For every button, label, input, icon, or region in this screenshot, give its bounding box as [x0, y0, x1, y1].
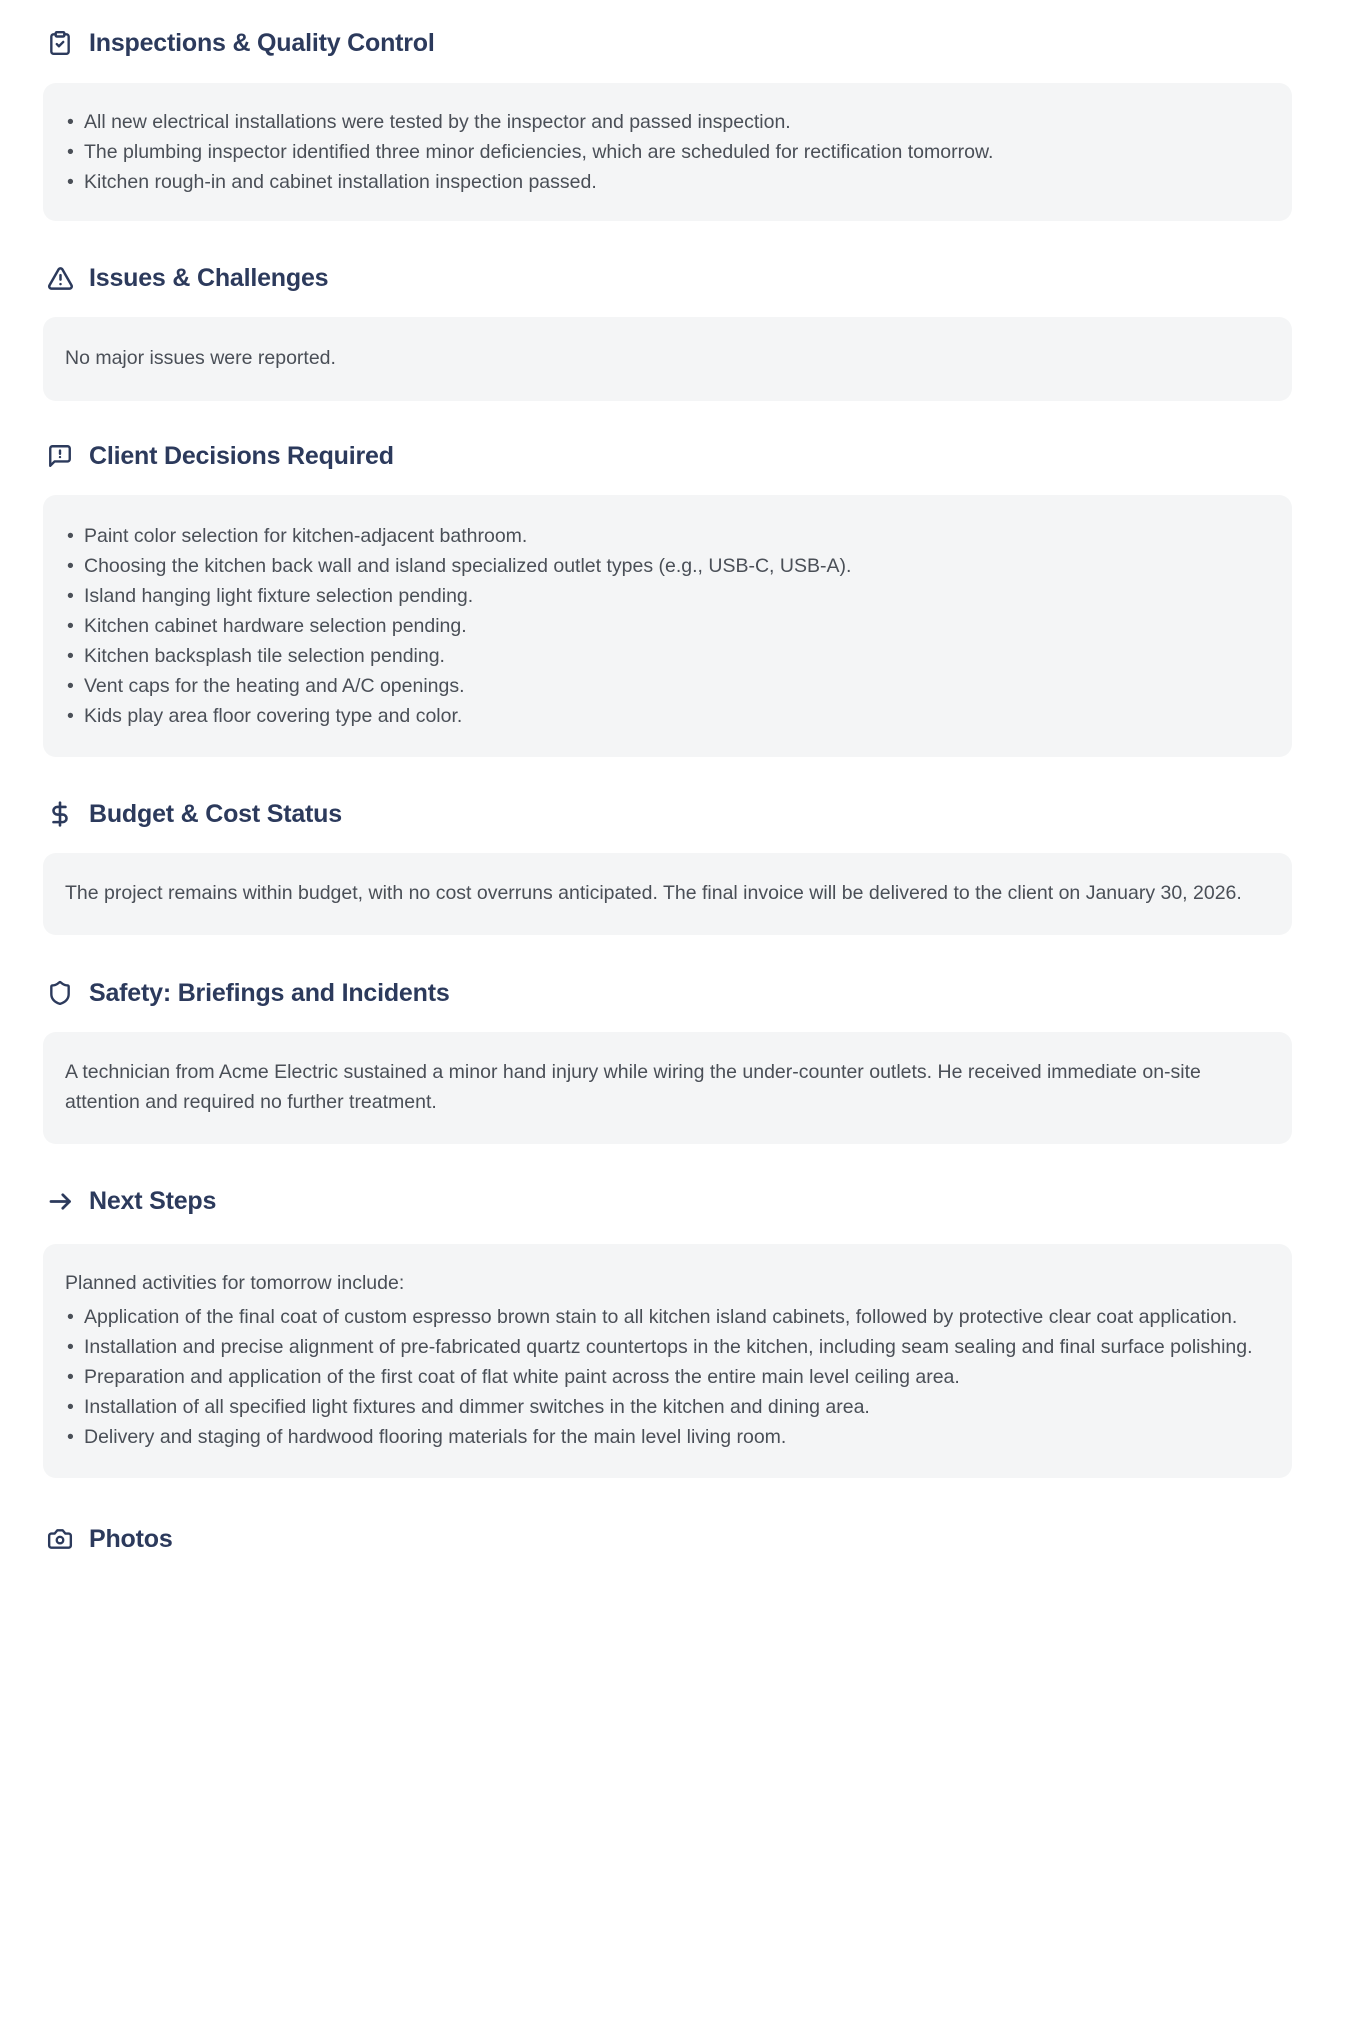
- list-item: • Kitchen backsplash tile selection pending.: [65, 641, 1268, 671]
- section-header-budget: [43, 757, 1292, 829]
- section-title-issues: Issues & Challenges: [89, 264, 329, 293]
- list-item: • Preparation and application of the first coat of flat white paint across the entire main level ceiling area.: [65, 1362, 1268, 1392]
- list-item: • Paint color selection for kitchen-adjacent bathroom.: [65, 521, 1268, 551]
- list-item: • The plumbing inspector identified three minor deficiencies, which are scheduled for rectification tomorrow.: [65, 137, 1268, 167]
- card-issues: [43, 317, 1292, 401]
- list-item: • Delivery and staging of hardwood flooring materials for the main level living room.: [65, 1422, 1268, 1452]
- issues-text: No major issues were reported.: [65, 347, 336, 370]
- section-photos: [43, 1478, 1292, 1554]
- section-issues: [43, 221, 1292, 401]
- card-safety: [43, 1032, 1292, 1144]
- client-decisions-list: [65, 521, 1268, 731]
- card-client-decisions: [43, 495, 1292, 757]
- list-item: • Vent caps for the heating and A/C openings.: [65, 671, 1268, 701]
- budget-text: The project remains within budget, with no cost overruns anticipated. The final invoice will be delivered to the client on January 30, 2026.: [65, 882, 1242, 905]
- inspections-list: [65, 107, 1268, 197]
- section-budget: [43, 757, 1292, 935]
- list-item: • Application of the final coat of custom espresso brown stain to all kitchen island cabinets, followed by protective clear coat application.: [65, 1302, 1268, 1332]
- section-title-budget: Budget & Cost Status: [89, 800, 342, 829]
- camera-icon: [45, 1524, 75, 1554]
- section-header-next-steps: [43, 1144, 1292, 1216]
- section-header-issues: [43, 221, 1292, 293]
- list-item: • Installation and precise alignment of pre-fabricated quartz countertops in the kitchen, including seam sealing and final surface polishing.: [65, 1332, 1268, 1362]
- safety-text: A technician from Acme Electric sustained a minor hand injury while wiring the under-counter outlets. He received immediate on-site attention and required no further treatment.: [65, 1061, 1201, 1114]
- section-next-steps: [43, 1144, 1292, 1478]
- section-title-client-decisions: Client Decisions Required: [89, 442, 394, 471]
- next-steps-list: [65, 1302, 1268, 1452]
- card-next-steps: [43, 1244, 1292, 1478]
- section-header-inspections: [43, 0, 1292, 58]
- section-client-decisions: [43, 401, 1292, 757]
- clipboard-check-icon: [45, 28, 75, 58]
- triangle-alert-icon: [45, 263, 75, 293]
- list-item: • Kitchen cabinet hardware selection pending.: [65, 611, 1268, 641]
- card-inspections: [43, 83, 1292, 221]
- dollar-sign-icon: [45, 799, 75, 829]
- section-title-next-steps: Next Steps: [89, 1187, 217, 1216]
- list-item: • Installation of all specified light fixtures and dimmer switches in the kitchen and dining area.: [65, 1392, 1268, 1422]
- message-square-warning-icon: [45, 441, 75, 471]
- section-title-photos: Photos: [89, 1525, 173, 1554]
- section-header-client-decisions: [43, 401, 1292, 471]
- section-title-inspections: Inspections & Quality Control: [89, 29, 435, 57]
- list-item: • All new electrical installations were tested by the inspector and passed inspection.: [65, 107, 1268, 137]
- arrow-right-icon: [45, 1186, 75, 1216]
- shield-icon: [45, 978, 75, 1008]
- list-item: • Kitchen rough-in and cabinet installation inspection passed.: [65, 167, 1268, 197]
- section-header-safety: [43, 935, 1292, 1008]
- next-steps-lead: Planned activities for tomorrow include:: [65, 1272, 405, 1295]
- list-item: • Island hanging light fixture selection pending.: [65, 581, 1268, 611]
- list-item: • Kids play area floor covering type and color.: [65, 701, 1268, 731]
- card-budget: [43, 853, 1292, 935]
- list-item: • Choosing the kitchen back wall and island specialized outlet types (e.g., USB-C, USB-A).: [65, 551, 1268, 581]
- section-title-safety: Safety: Briefings and Incidents: [89, 979, 450, 1008]
- section-safety: [43, 935, 1292, 1144]
- section-header-photos: [43, 1478, 1292, 1554]
- section-inspections: [43, 0, 1292, 221]
